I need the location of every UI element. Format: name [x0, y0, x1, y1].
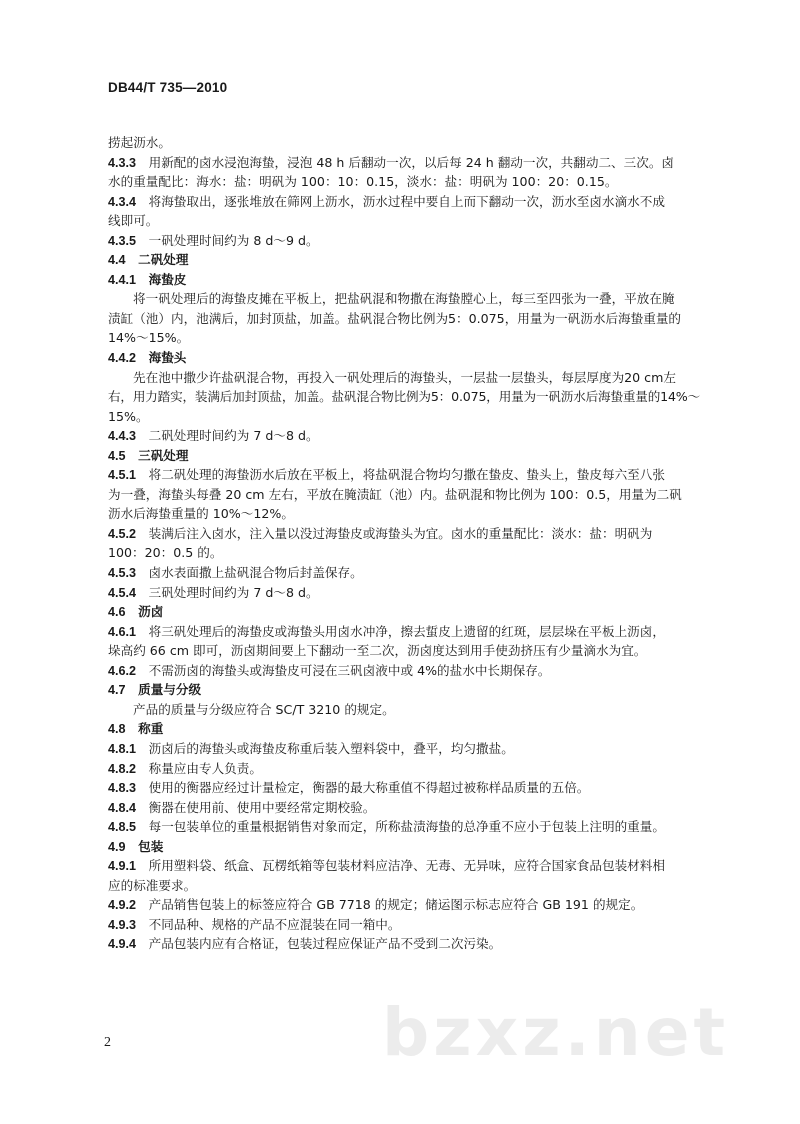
clause-number: 4.3.5 — [108, 233, 137, 248]
clause-text: 沥水后海蛰重量的 10%～12%。 — [108, 506, 294, 522]
clause-number: 4.6.2 — [108, 663, 137, 678]
clause-line — [108, 915, 700, 935]
clause-line — [108, 192, 700, 212]
clause-number: 4.4 — [108, 253, 126, 268]
clause-text: 应的标准要求。 — [108, 877, 197, 893]
clause-line — [108, 622, 700, 642]
text-line — [108, 387, 700, 407]
clause-text: 衡器在使用前、使用中要经常定期校验。 — [148, 799, 376, 815]
text-line — [108, 368, 700, 388]
clause-text: 渍缸（池）内，池满后，加封顶盐，加盖。盐矾混合物比例为5：0.075，用量为一矾沥水后海蛰重量的 — [108, 310, 682, 326]
clause-number: 4.4.2 — [108, 351, 137, 366]
section-heading: 二矾处理 — [138, 252, 189, 268]
clause-number: 4.8.2 — [108, 761, 137, 776]
clause-text: 卤水表面撒上盐矾混合物后封盖保存。 — [148, 565, 363, 581]
clause-line — [108, 719, 700, 739]
text-line — [108, 211, 700, 231]
clause-number: 4.8.1 — [108, 741, 137, 756]
text-line — [108, 504, 700, 524]
clause-text: 先在池中撒少许盐矾混合物，再投入一矾处理后的海蛰头，一层盐一层蛰头，每层厚度为20 cm左 — [133, 369, 676, 385]
clause-text: 100：20：0.5 的。 — [108, 545, 223, 561]
section-heading: 称重 — [138, 721, 164, 737]
clause-line — [108, 739, 700, 759]
clause-text: 捞起沥水。 — [108, 135, 171, 150]
text-line — [108, 328, 700, 348]
text-line — [108, 289, 700, 309]
clause-number: 4.6 — [108, 605, 126, 620]
clause-number: 4.9.2 — [108, 898, 137, 913]
clause-text: 使用的衡器应经过计量检定，衡器的最大称重值不得超过被称样品质量的五倍。 — [148, 780, 590, 796]
clause-text: 二矾处理时间约为 7 d～8 d。 — [148, 428, 319, 444]
clause-text: 为一叠，海蛰头每叠 20 cm 左右，平放在腌渍缸（池）内。盐矾混和物比例为 100：0.5，用量为二矾 — [108, 486, 682, 502]
clause-number: 4.9.4 — [108, 937, 137, 952]
clause-line — [108, 231, 700, 251]
clause-line — [108, 856, 700, 876]
clause-text: 每一包装单位的重量根据销售对象而定，所称盐渍海蛰的总净重不应小于包装上注明的重量。 — [148, 819, 665, 835]
clause-number: 4.5.3 — [108, 566, 137, 581]
clause-line — [108, 759, 700, 779]
text-line — [108, 485, 700, 505]
text-line — [108, 876, 700, 896]
clause-line — [108, 602, 700, 622]
section-heading: 包装 — [138, 838, 164, 854]
clause-text: 将二矾处理的海蛰沥水后放在平板上，将盐矾混合物均匀撒在蛰皮、蛰头上，蛰皮每六至八张 — [148, 467, 665, 483]
clause-text: 右，用力踏实，装满后加封顶盐，加盖。盐矾混合物比例为5：0.075，用量为一矾沥水后海蛰重量的14%～ — [108, 389, 700, 405]
clause-number: 4.5.4 — [108, 585, 137, 600]
text-line — [108, 641, 700, 661]
section-heading: 沥卤 — [138, 604, 164, 620]
clause-number: 4.7 — [108, 683, 126, 698]
clause-text: 称量应由专人负责。 — [148, 760, 262, 776]
clause-line — [108, 348, 700, 368]
clause-number: 4.5.2 — [108, 526, 137, 541]
clause-number: 4.4.1 — [108, 272, 137, 287]
text-line — [108, 133, 700, 153]
clause-line — [108, 583, 700, 603]
clause-text: 一矾处理时间约为 8 d～9 d。 — [148, 232, 319, 248]
text-line — [108, 543, 700, 563]
clause-text: 产品销售包装上的标签应符合 GB 7718 的规定；储运图示标志应符合 GB 191 的规定。 — [148, 897, 644, 913]
clause-number: 4.8 — [108, 722, 126, 737]
document-body — [108, 133, 700, 954]
text-line — [108, 172, 700, 192]
clause-line — [108, 895, 700, 915]
clause-line — [108, 661, 700, 681]
clause-text: 产品的质量与分级应符合 SC/T 3210 的规定。 — [133, 701, 395, 717]
clause-text: 线即可。 — [108, 213, 159, 229]
clause-number: 4.9.1 — [108, 859, 137, 874]
section-heading: 海蛰头 — [148, 350, 187, 366]
clause-line — [108, 798, 700, 818]
clause-line — [108, 524, 700, 544]
clause-text: 沥卤后的海蛰头或海蛰皮称重后装入塑料袋中，叠平，均匀撒盐。 — [148, 740, 514, 756]
clause-text: 三矾处理时间约为 7 d～8 d。 — [148, 584, 319, 600]
clause-number: 4.5 — [108, 448, 126, 463]
clause-line — [108, 837, 700, 857]
clause-line — [108, 465, 700, 485]
clause-number: 4.3.3 — [108, 155, 137, 170]
standard-code-header: DB44/T 735—2010 — [108, 80, 228, 95]
clause-number: 4.5.1 — [108, 468, 137, 483]
clause-line — [108, 934, 700, 954]
clause-text: 产品包装内应有合格证，包装过程应保证产品不受到二次污染。 — [148, 936, 502, 952]
clause-line — [108, 680, 700, 700]
clause-text: 垛高约 66 cm 即可，沥卤期间要上下翻动一至二次，沥卤度达到用手使劲挤压有少量滴水为宜。 — [108, 643, 647, 659]
section-heading: 海蛰皮 — [148, 271, 187, 287]
clause-number: 4.8.4 — [108, 800, 137, 815]
text-line — [108, 407, 700, 427]
text-line — [108, 309, 700, 329]
section-heading: 质量与分级 — [138, 682, 202, 698]
clause-text: 将三矾处理后的海蛰皮或海蛰头用卤水冲净，擦去蜇皮上遗留的红斑，层层垛在平板上沥卤， — [148, 623, 665, 639]
page-number: 2 — [104, 1035, 111, 1050]
clause-number: 4.6.1 — [108, 624, 137, 639]
clause-line — [108, 250, 700, 270]
clause-number: 4.9.3 — [108, 917, 137, 932]
clause-text: 14%～15%。 — [108, 330, 190, 346]
clause-number: 4.8.5 — [108, 820, 137, 835]
clause-number: 4.3.4 — [108, 194, 137, 209]
clause-line — [108, 563, 700, 583]
section-heading: 三矾处理 — [138, 447, 189, 463]
clause-number: 4.4.3 — [108, 429, 137, 444]
clause-text: 水的重量配比：海水：盐：明矾为 100：10：0.15，淡水：盐：明矾为 100：20：0.15。 — [108, 174, 618, 190]
clause-line — [108, 778, 700, 798]
clause-text: 15%。 — [108, 408, 149, 424]
clause-line — [108, 446, 700, 466]
clause-text: 不同品种、规格的产品不应混装在同一箱中。 — [148, 916, 401, 932]
site-watermark: bzxz.net — [382, 994, 730, 1071]
clause-number: 4.8.3 — [108, 781, 137, 796]
clause-text: 所用塑料袋、纸盒、瓦楞纸箱等包装材料应洁净、无毒、无异味，应符合国家食品包装材料相 — [148, 858, 665, 874]
clause-line — [108, 153, 700, 173]
clause-text: 将海蛰取出，逐张堆放在筛网上沥水，沥水过程中要自上而下翻动一次，沥水至卤水滴水不成 — [148, 193, 665, 209]
clause-text: 不需沥卤的海蛰头或海蛰皮可浸在三矾卤液中或 4%的盐水中长期保存。 — [148, 662, 551, 678]
text-line — [108, 700, 700, 720]
clause-text: 用新配的卤水浸泡海蛰，浸泡 48 h 后翻动一次，以后每 24 h 翻动一次，共翻动二、三次。卤 — [148, 154, 675, 170]
clause-text: 将一矾处理后的海蛰皮摊在平板上，把盐矾混和物撒在海蛰膛心上，每三至四张为一叠，平放在腌 — [133, 291, 675, 307]
clause-line — [108, 817, 700, 837]
clause-line — [108, 270, 700, 290]
clause-line — [108, 426, 700, 446]
clause-number: 4.9 — [108, 839, 126, 854]
clause-text: 装满后注入卤水，注入量以没过海蛰皮或海蛰头为宜。卤水的重量配比：淡水：盐：明矾为 — [148, 525, 653, 541]
